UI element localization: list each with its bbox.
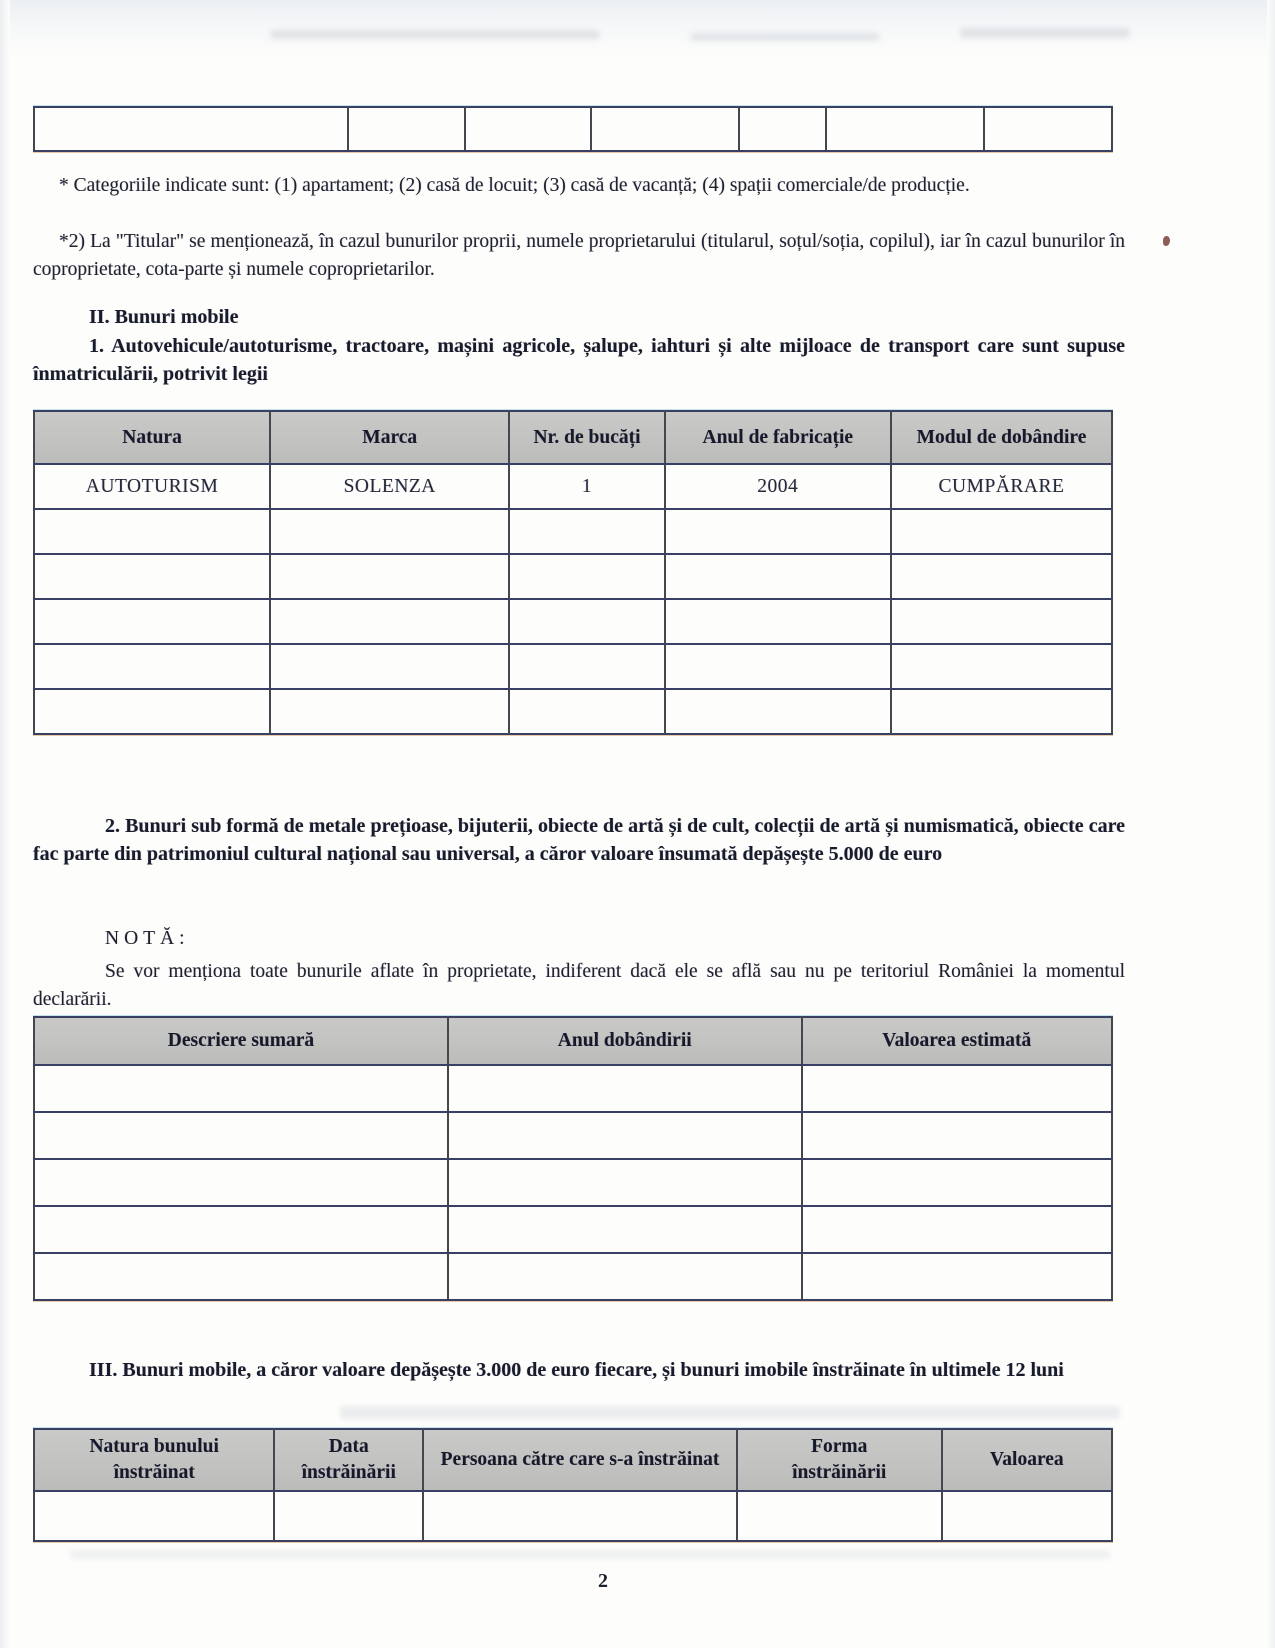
table-cell [665,509,891,554]
table-cell [34,554,270,599]
table-row [34,554,1112,599]
table-cell [34,1112,448,1159]
vehicles-table [33,410,1113,735]
table-cell [509,599,664,644]
table-cell [802,1159,1112,1206]
table-cell [665,599,891,644]
table-cell [942,1491,1112,1541]
nota-text: Se vor menționa toate bunurile aflate în proprietate, indiferent dacă ele se află sau nu pe teritoriul României la momentul declarării. [33,960,1125,1010]
valuables-table [33,1016,1113,1301]
table-row [34,1065,1112,1112]
table-cell [270,599,509,644]
table-row [34,509,1112,554]
table-cell [509,509,664,554]
scan-artifact [690,33,880,41]
table-cell [448,1159,802,1206]
table-cell [34,644,270,689]
scan-artifact [960,28,1130,38]
table-cell [802,1206,1112,1253]
header-nr-bucati: Nr. de bucăți [509,411,664,464]
nota-label: NOTĂ: [105,927,190,949]
header-anul-fabricatie: Anul de fabricație [665,411,891,464]
table-cell [891,509,1112,554]
table-cell [448,1253,802,1300]
table-cell [34,509,270,554]
table-cell [826,107,983,151]
header-descriere: Descriere sumară [34,1017,448,1065]
table-cell [509,689,664,734]
table-header-row [34,411,1112,464]
table-header-row [34,1017,1112,1065]
table-cell [802,1065,1112,1112]
table-cell [509,554,664,599]
header-valoarea: Valoarea [942,1429,1112,1491]
page-number: 2 [598,1570,608,1592]
table-cell [348,107,466,151]
table-cell [448,1112,802,1159]
table-cell [665,644,891,689]
table-cell [270,644,509,689]
header-marca: Marca [270,411,509,464]
table-row [34,1206,1112,1253]
scan-artifact [340,1406,1120,1419]
subsection-vehicles: 1. Autovehicule/autoturisme, tractoare, mașini agricole, șalupe, iahturi și alte mijloace de transport care sunt supuse înmatriculării, potrivit legii [33,335,1125,385]
table-cell [34,1206,448,1253]
table-row [34,1112,1112,1159]
cell-mod: CUMPĂRARE [891,464,1112,509]
header-forma: Forma înstrăinării [737,1429,942,1491]
table-row [34,599,1112,644]
scan-artifact [0,0,10,1648]
header-valoare-estimata: Valoarea estimată [802,1017,1112,1065]
header-persoana: Persoana către care s-a înstrăinat [423,1429,737,1491]
subsection-valuables: 2. Bunuri sub formă de metale prețioase, bijuterii, obiecte de artă și de cult, colecții de artă și numismatică, obiecte care fac parte din patrimoniul cultural național sau universal, a căror valoare însumată depășește 5.000 de euro [33,815,1125,865]
table-cell [665,689,891,734]
header-natura-bunului: Natura bunului înstrăinat [34,1429,274,1491]
table-cell [423,1491,737,1541]
table-cell [984,107,1112,151]
table-cell [448,1206,802,1253]
header-mod-dobandire: Modul de dobândire [891,411,1112,464]
table-cell [34,1491,274,1541]
scan-artifact [270,30,600,39]
cell-marca: SOLENZA [270,464,509,509]
header-data-instrainarii: Data înstrăinării [274,1429,423,1491]
scan-artifact [1267,0,1275,1648]
table-row [34,1253,1112,1300]
footnote-titular: *2) La "Titular" se menționează, în cazul bunurilor proprii, numele proprietarului (titularul, soțul/soția, copilul), iar în cazul bunurilor în coproprietate, cota-parte și numele coproprietarilor. [33,230,1125,280]
header-natura: Natura [34,411,270,464]
scan-artifact [70,1550,1110,1559]
table-cell [270,554,509,599]
table-cell [34,1159,448,1206]
table-cell [665,554,891,599]
table-row [34,1159,1112,1206]
table-cell [34,107,348,151]
table-cell [270,509,509,554]
table-cell [802,1112,1112,1159]
table-cell [465,107,591,151]
table-cell [802,1253,1112,1300]
section-heading-instrainari: III. Bunuri mobile, a căror valoare depășește 3.000 de euro fiecare, și bunuri imobile înstrăinate în ultimele 12 luni [89,1359,1064,1381]
table-cell [509,644,664,689]
table-cell [34,689,270,734]
table-row [34,1491,1112,1541]
table-row [34,689,1112,734]
table-cell [891,689,1112,734]
section-heading-bunuri-mobile: II. Bunuri mobile [89,306,239,328]
table-cell [34,599,270,644]
cell-nr-bucati: 1 [509,464,664,509]
table-cell [270,689,509,734]
table-row [34,107,1112,151]
scan-artifact [1163,236,1170,246]
table-header-row [34,1429,1112,1491]
table-cell [34,1253,448,1300]
header-anul-dobandirii: Anul dobândirii [448,1017,802,1065]
table-cell [737,1491,942,1541]
table-cell [891,554,1112,599]
carryover-table [33,106,1113,152]
cell-natura: AUTOTURISM [34,464,270,509]
alienated-table [33,1428,1113,1542]
table-cell [891,599,1112,644]
footnote-categories: * Categoriile indicate sunt: (1) apartament; (2) casă de locuit; (3) casă de vacanță; (4) spații comerciale/de producție. [59,174,970,196]
table-cell [274,1491,423,1541]
cell-anul: 2004 [665,464,891,509]
table-cell [591,107,739,151]
table-cell [739,107,826,151]
table-cell [891,644,1112,689]
table-cell [34,1065,448,1112]
table-cell [448,1065,802,1112]
table-row [34,644,1112,689]
table-row [34,464,1112,509]
